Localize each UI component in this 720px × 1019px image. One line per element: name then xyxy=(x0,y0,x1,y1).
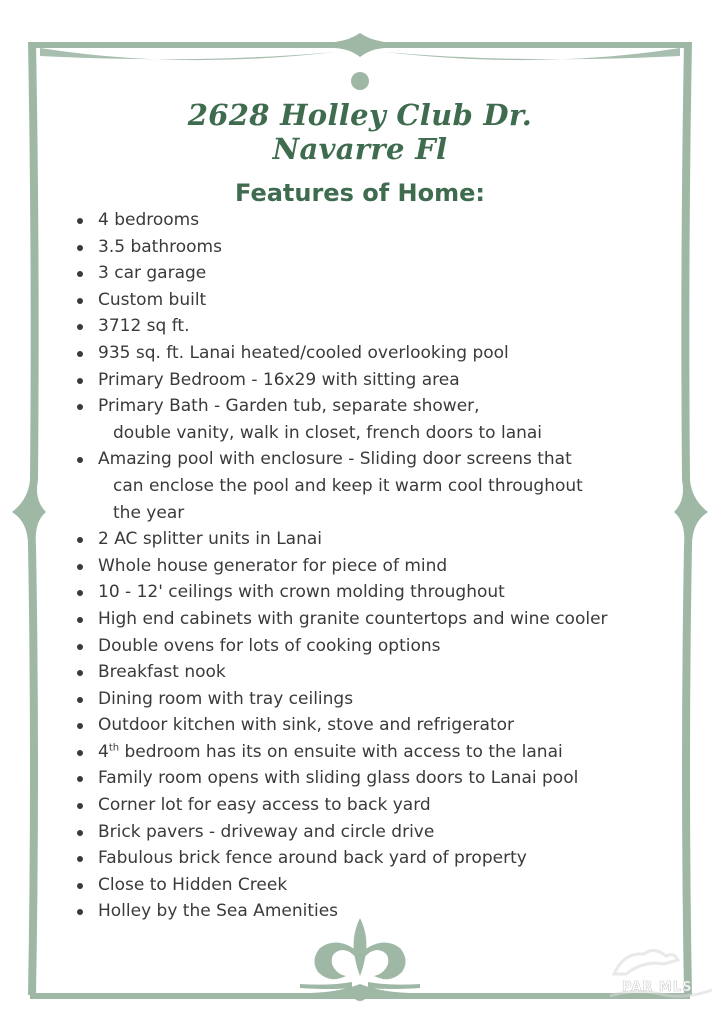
feature-text: Dining room with tray ceilings xyxy=(98,688,354,709)
feature-item xyxy=(76,260,676,287)
feature-item xyxy=(76,526,676,553)
feature-item xyxy=(76,287,676,314)
feature-text: 2 AC splitter units in Lanai xyxy=(98,529,323,550)
feature-text: Primary Bath - Garden tub, separate shower, xyxy=(98,396,480,417)
feature-text: Custom built xyxy=(98,289,207,310)
feature-text-continued: can enclose the pool and keep it warm cool throughout xyxy=(113,475,583,496)
features-heading: Features of Home: xyxy=(235,179,485,207)
feature-item xyxy=(76,633,676,660)
feature-item xyxy=(76,553,676,580)
features-list xyxy=(76,207,676,925)
feature-item xyxy=(76,340,676,367)
feature-text: 3 car garage xyxy=(98,263,207,284)
mls-logo-watermark xyxy=(604,944,716,1008)
feature-text xyxy=(98,742,563,762)
feature-text: 3.5 bathrooms xyxy=(98,236,222,257)
feature-item xyxy=(76,393,676,446)
address-line-1: 2628 Holley Club Dr. xyxy=(187,98,533,132)
feature-text: 3712 sq ft. xyxy=(98,316,190,337)
feature-item xyxy=(76,446,676,526)
address-line-2: Navarre Fl xyxy=(272,132,448,166)
feature-item xyxy=(76,819,676,846)
feature-text: 10 - 12' ceilings with crown molding throughout xyxy=(98,582,505,603)
feature-text: Fabulous brick fence around back yard of property xyxy=(98,848,527,869)
feature-item xyxy=(76,845,676,872)
feature-text: Whole house generator for piece of mind xyxy=(98,555,448,576)
feature-text: Brick pavers - driveway and circle drive xyxy=(98,821,435,842)
feature-item xyxy=(76,898,676,925)
feature-text: High end cabinets with granite countertops and wine cooler xyxy=(98,608,608,629)
feature-text-continued: the year xyxy=(113,502,185,523)
feature-text: Amazing pool with enclosure - Sliding door screens that xyxy=(98,449,572,470)
feature-item xyxy=(76,579,676,606)
feature-item xyxy=(76,765,676,792)
feature-ordinal-suffix: th xyxy=(108,742,120,754)
feature-item xyxy=(76,367,676,394)
feature-text-rest: bedroom has its on ensuite with access to the lanai xyxy=(119,741,563,762)
feature-item xyxy=(76,686,676,713)
feature-text: Outdoor kitchen with sink, stove and refrigerator xyxy=(98,715,514,736)
feature-text: 935 sq. ft. Lanai heated/cooled overlooking pool xyxy=(98,342,509,363)
feature-item xyxy=(76,659,676,686)
watermark-text: PAR MLS xyxy=(622,980,693,995)
feature-item xyxy=(76,313,676,340)
feature-text: 4 bedrooms xyxy=(98,210,200,230)
feature-text: Close to Hidden Creek xyxy=(98,874,288,895)
feature-item xyxy=(76,792,676,819)
feature-text: Primary Bedroom - 16x29 with sitting area xyxy=(98,369,460,390)
feature-text-continued: double vanity, walk in closet, french doors to lanai xyxy=(113,422,543,443)
feature-text: Family room opens with sliding glass doors to Lanai pool xyxy=(98,768,579,789)
feature-item xyxy=(76,872,676,899)
feature-ordinal-number: 4 xyxy=(98,741,109,762)
feature-item xyxy=(76,207,676,234)
feature-item xyxy=(76,739,676,766)
feature-text: Breakfast nook xyxy=(98,662,226,683)
feature-text: Corner lot for easy access to back yard xyxy=(98,795,431,816)
feature-item xyxy=(76,712,676,739)
feature-text: Holley by the Sea Amenities xyxy=(98,901,339,922)
feature-item xyxy=(76,234,676,261)
feature-text: Double ovens for lots of cooking options xyxy=(98,635,441,656)
feature-item xyxy=(76,606,676,633)
